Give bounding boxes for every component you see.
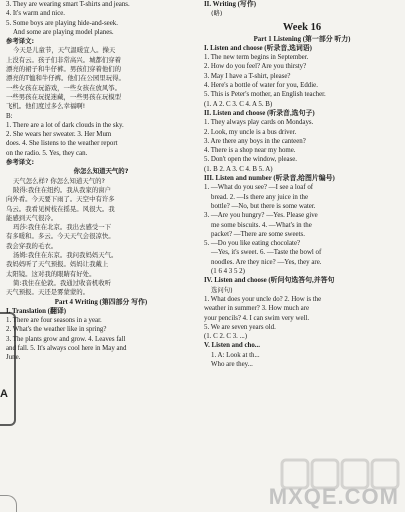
left-text-line: 今天是儿童节，天气温暖宜人。操天 — [13, 46, 116, 55]
right-text-line: 4. There is a shop near my home. — [204, 147, 296, 155]
right-text-line: Part 1 Listening (第一部分 听力) — [253, 35, 351, 43]
right-text-line: I. Listen and choose (听录音,选词语) — [204, 44, 312, 52]
left-text-line: 向外看。今天要下雨了。天空中有许多 — [6, 195, 115, 204]
right-text-line: me some biscuits. 4. —What's in the — [211, 221, 312, 229]
right-text-line: —Yes, it's sweet. 6. —Taste the bowl of — [211, 249, 322, 257]
left-text-line: 飞机。他们度过多么幸福啊! — [6, 102, 86, 111]
right-text-line: bottle? —No, but there is some water. — [211, 202, 316, 210]
left-text-line: 有多暖和。多云。今天天气会很凉快。 — [6, 232, 115, 241]
left-column — [6, 0, 196, 363]
left-text-line: June. — [6, 354, 21, 362]
left-text-line: 2. What's the weather like in spring? — [6, 326, 107, 334]
left-text-line: 1. There are a lot of dark clouds in the sky. — [6, 121, 124, 129]
right-text-line: 5. This is Peter's mother, an English teacher. — [204, 91, 326, 99]
left-text-line: 5. Some boys are playing hide-and-seek. — [6, 19, 118, 27]
right-text-line: 1. —What do you see? —I see a loaf of — [204, 184, 314, 192]
right-text-line: 3. May I have a T-shirt, please? — [204, 72, 291, 80]
left-text-line: 漂亮的T恤和牛仔裤。他们在公园里玩得。 — [6, 74, 125, 83]
right-text-line: 5. Don't open the window, please. — [204, 156, 298, 164]
left-text-line: 2. She wears her sweater. 3. Her Mum — [6, 131, 112, 139]
left-text-line: 一些男孩在玩捉迷藏，一些男孩在玩模型 — [6, 92, 122, 101]
left-text-line: Part 4 Writing (第四部分 写作) — [54, 298, 148, 306]
right-text-line: IV. Listen and choose (听问句选答句,并答句 — [204, 277, 335, 285]
left-text-line: 天气预报。天还是雾蒙蒙的。 — [6, 288, 90, 297]
right-text-line: (1 6 4 3 5 2) — [211, 268, 245, 276]
right-text-line: 1. The new term begins in September. — [204, 54, 309, 62]
right-text-line: III. Listen and number (听录音,给图片编号) — [204, 175, 335, 183]
right-text-line: 3. —Are you hungry? —Yes. Please give — [204, 212, 318, 220]
right-text-line: packet? —There are some sweets. — [211, 230, 305, 238]
left-text-line: 玛莎:我住在北京。我出去感受一下 — [13, 223, 112, 232]
left-text-line: does. 4. She listens to the weather report — [6, 140, 118, 148]
right-text-line: (1. C 2. C 3. ...) — [204, 333, 248, 341]
left-text-line: B: — [6, 112, 13, 120]
right-text-line: 2. Look, my uncle is a bus driver. — [204, 128, 297, 136]
right-text-line: 1. A: Look at th... — [211, 351, 260, 359]
right-top-text-line: (略) — [211, 9, 223, 18]
right-text-line: II. Listen and choose (听录音,选句子) — [204, 109, 315, 117]
left-text-line: 1. There are four seasons in a year. — [6, 317, 102, 325]
left-text-line: 漂亮的裙子和牛仔裤。男孩们穿着他们的 — [6, 65, 122, 74]
left-text-line: 我会穿我的毛衣。 — [6, 241, 58, 250]
left-text-line: 我妈妈听了天气预报。妈妈让我戴上 — [6, 260, 109, 269]
left-text-line: and fall. 5. It's always cool here in May and — [6, 344, 127, 352]
left-text-line: 简:我住在伦敦。我通过收音机收听 — [13, 278, 112, 287]
week-title: Week 16 — [282, 21, 322, 33]
right-text-line: 5. —Do you like eating chocolate? — [204, 240, 301, 248]
left-text-line: 参考译文: — [6, 37, 35, 46]
right-text-line: weather in summer? 3. How much are — [204, 305, 310, 313]
edge-letter-icon: A — [0, 388, 8, 400]
left-text-line: 陂得:我住在纽约。我从我家的窗户 — [13, 185, 112, 194]
right-text-line: 5. We are seven years old. — [204, 323, 276, 331]
left-text-line: on the radio. 5. Yes, they can. — [6, 149, 88, 157]
right-text-line: your pencils? 4. I can swim very well. — [204, 314, 310, 322]
right-text-line: bread. 2. —Is there any juice in the — [211, 193, 309, 201]
left-text-line: 3. The plants grow and grow. 4. Leaves fall — [6, 335, 126, 343]
left-text-line: 能感到天气很冷。 — [6, 213, 58, 222]
right-text-line: noodles. Are they nice? —Yes, they are. — [211, 258, 322, 266]
right-text-line: (1. B 2. A 3. C 4. B 5. A) — [204, 165, 273, 173]
right-text-line: 选问句) — [211, 285, 233, 294]
left-text-line: 上没有云。孩子们非常高兴。城都们穿着 — [6, 55, 122, 64]
watermark-text: MXQE.COM — [268, 484, 399, 509]
left-text-line: 天气怎么样? 你怎么知道天气的? — [13, 176, 105, 185]
edge-bracket — [0, 312, 16, 426]
left-text-line: 乌云。我看见树枝在摇晃。风很大。我 — [6, 204, 115, 213]
left-text-line: 太阳镜。这对我的眼睛有好处。 — [6, 269, 96, 278]
right-text-line: 3. Are there any boys in the canteen? — [204, 137, 306, 145]
right-text-line: 1. They always play cards on Mondays. — [204, 119, 314, 127]
right-text-line: 4. Here's a bottle of water for you, Eddie. — [204, 82, 318, 90]
right-text-line: V. Listen and cho... — [204, 342, 260, 350]
left-text-line: 汤姆:我住在东京。我问我妈妈天气。 — [13, 251, 118, 260]
left-text-line: 一些女孩在玩游戏，一些女孩在放风筝。 — [6, 83, 122, 92]
right-text-line: 2. How do you feel? Are you thirsty? — [204, 63, 307, 71]
left-text-line: 3. They are wearing smart T-shirts and jeans. — [6, 1, 130, 8]
right-text-line: (1. A 2. C 3. C 4. A 5. B) — [204, 100, 273, 108]
right-text-line: 1. What does your uncle do? 2. How is the — [204, 295, 322, 303]
left-text-line: I. Translation (翻译) — [6, 307, 67, 315]
left-text-line: 参考译文: — [6, 158, 35, 167]
right-text-line: Who are they... — [211, 360, 253, 368]
left-text-line: And some are playing model planes. — [13, 28, 114, 36]
right-column — [204, 0, 400, 369]
right-top-text-line: II. Writing (写作) — [204, 1, 257, 8]
left-text-line: 你怎么知道天气的? — [73, 167, 129, 176]
page-corner-curl — [0, 495, 17, 512]
left-text-line: 4. It's warm and nice. — [6, 10, 66, 18]
